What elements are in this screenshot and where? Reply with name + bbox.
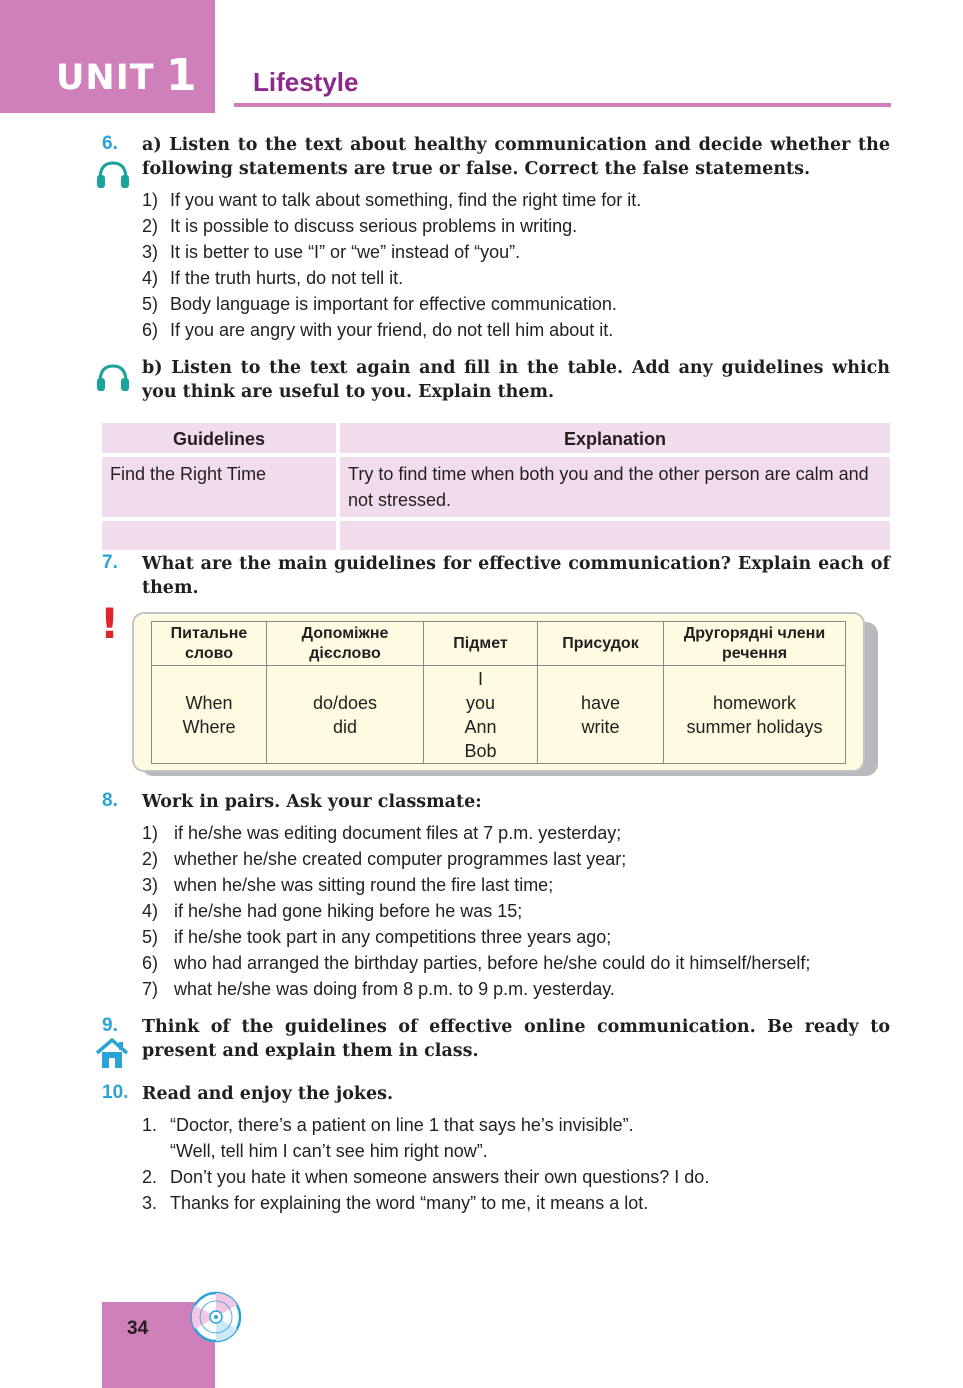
list-item bbox=[142, 291, 902, 317]
list-item bbox=[142, 1112, 902, 1138]
list-item bbox=[142, 950, 902, 976]
list-item bbox=[142, 317, 902, 343]
item-text: whether he/she created computer programmes last year; bbox=[174, 849, 627, 869]
grammar-header: Підмет bbox=[424, 622, 538, 666]
list-item bbox=[142, 187, 902, 213]
item-text: “Well, tell him I can’t see him right now”. bbox=[170, 1141, 488, 1161]
item-number: 3) bbox=[142, 242, 159, 262]
item-text: If the truth hurts, do not tell it. bbox=[170, 268, 404, 288]
grammar-cell: When Where bbox=[152, 666, 267, 764]
item-number: 6) bbox=[142, 953, 159, 973]
item-number: 4) bbox=[142, 901, 159, 921]
item-text: what he/she was doing from 8 p.m. to 9 p.m. yesterday. bbox=[174, 979, 615, 999]
item-text: It is better to use “I” or “we” instead of “you”. bbox=[170, 242, 521, 262]
grammar-cell: have write bbox=[538, 666, 664, 764]
list-item bbox=[142, 898, 902, 924]
grammar-cell: do/does did bbox=[267, 666, 424, 764]
item-text: Don’t you hate it when someone answers their own questions? I do. bbox=[170, 1167, 710, 1187]
item-number: 1) bbox=[142, 190, 159, 210]
item-number bbox=[142, 1138, 170, 1164]
home-icon bbox=[95, 1037, 129, 1069]
exercise-10-jokes bbox=[142, 1112, 902, 1216]
table-cell: Find the Right Time bbox=[102, 453, 340, 517]
item-text: If you want to talk about something, find the right time for it. bbox=[170, 190, 642, 210]
item-number: 4) bbox=[142, 268, 159, 288]
list-item bbox=[142, 265, 902, 291]
list-item bbox=[142, 1138, 902, 1164]
page-number: 34 bbox=[127, 1318, 149, 1339]
grammar-table bbox=[151, 621, 846, 764]
exercise-6-statements bbox=[142, 187, 902, 343]
list-item bbox=[142, 820, 902, 846]
table-cell-empty[interactable] bbox=[340, 517, 890, 550]
item-text: If you are angry with your friend, do not tell him about it. bbox=[170, 320, 614, 340]
unit-word: UNIT bbox=[56, 58, 155, 98]
item-text: Body language is important for effective communication. bbox=[170, 294, 617, 314]
list-item bbox=[142, 872, 902, 898]
exercise-6-number: 6. bbox=[102, 133, 118, 154]
unit-title: Lifestyle bbox=[253, 67, 359, 97]
exercise-10-number: 10. bbox=[102, 1082, 129, 1103]
exercise-8-number: 8. bbox=[102, 790, 118, 811]
item-number: 3. bbox=[142, 1193, 158, 1213]
headphones-icon bbox=[96, 159, 130, 189]
grammar-header: Питальне слово bbox=[152, 622, 267, 666]
item-number: 3) bbox=[142, 875, 159, 895]
table-header: Explanation bbox=[340, 423, 890, 453]
table-cell: Try to find time when both you and the other person are calm and not stressed. bbox=[340, 453, 890, 517]
exercise-8-task: Work in pairs. Ask your classmate: bbox=[142, 792, 482, 812]
cd-disc-icon bbox=[190, 1291, 242, 1343]
item-number: 1. bbox=[142, 1115, 158, 1135]
exercise-6b-task: b) Listen to the text again and fill in the table. Add any guidelines which you think are useful to you. Explain them. bbox=[142, 358, 890, 402]
item-text: if he/she was editing document files at 7 p.m. yesterday; bbox=[174, 823, 622, 843]
grammar-header: Присудок bbox=[538, 622, 664, 666]
exercise-7-number: 7. bbox=[102, 552, 118, 573]
grammar-cell: I you Ann Bob bbox=[424, 666, 538, 764]
list-item bbox=[142, 1164, 902, 1190]
list-item bbox=[142, 1190, 902, 1216]
table-cell-empty[interactable] bbox=[102, 517, 340, 550]
grammar-header: Другорядні члени речення bbox=[664, 622, 846, 666]
grammar-header: Допоміжне дієслово bbox=[267, 622, 424, 666]
item-number: 2. bbox=[142, 1167, 158, 1187]
guidelines-table bbox=[102, 423, 890, 550]
alert-exclamation-icon: ! bbox=[100, 599, 120, 648]
item-number: 6) bbox=[142, 320, 159, 340]
exercise-10-task: Read and enjoy the jokes. bbox=[142, 1084, 394, 1104]
exercise-7-task: What are the main guidelines for effective communication? Explain each of them. bbox=[142, 554, 890, 598]
table-header: Guidelines bbox=[102, 423, 340, 453]
item-text: when he/she was sitting round the fire last time; bbox=[174, 875, 554, 895]
list-item bbox=[142, 213, 902, 239]
item-text: if he/she took part in any competitions three years ago; bbox=[174, 927, 612, 947]
exercise-9-number: 9. bbox=[102, 1015, 118, 1036]
item-number: 5) bbox=[142, 294, 159, 314]
list-item bbox=[142, 976, 902, 1002]
item-text: who had arranged the birthday parties, before he/she could do it himself/herself; bbox=[174, 953, 811, 973]
item-text: if he/she had gone hiking before he was 15; bbox=[174, 901, 523, 921]
list-item bbox=[142, 924, 902, 950]
item-number: 7) bbox=[142, 979, 159, 999]
item-number: 5) bbox=[142, 927, 159, 947]
item-text: Thanks for explaining the word “many” to me, it means a lot. bbox=[170, 1193, 649, 1213]
item-number: 2) bbox=[142, 216, 159, 236]
list-item bbox=[142, 846, 902, 872]
unit-number: 1 bbox=[166, 50, 197, 101]
headphones-icon bbox=[96, 362, 130, 392]
header-rule bbox=[234, 103, 891, 107]
item-text: It is possible to discuss serious problems in writing. bbox=[170, 216, 578, 236]
exercise-9-task: Think of the guidelines of effective online communication. Be ready to present and explain them in class. bbox=[142, 1017, 890, 1061]
item-number: 1) bbox=[142, 823, 159, 843]
exercise-8-items bbox=[142, 820, 902, 1002]
grammar-cell: homework summer holidays bbox=[664, 666, 846, 764]
item-text: “Doctor, there’s a patient on line 1 that says he’s invisible”. bbox=[170, 1115, 634, 1135]
exercise-6a-task: a) Listen to the text about healthy communication and decide whether the following statements are true or false. Correct the false statements. bbox=[142, 135, 890, 179]
item-number: 2) bbox=[142, 849, 159, 869]
list-item bbox=[142, 239, 902, 265]
